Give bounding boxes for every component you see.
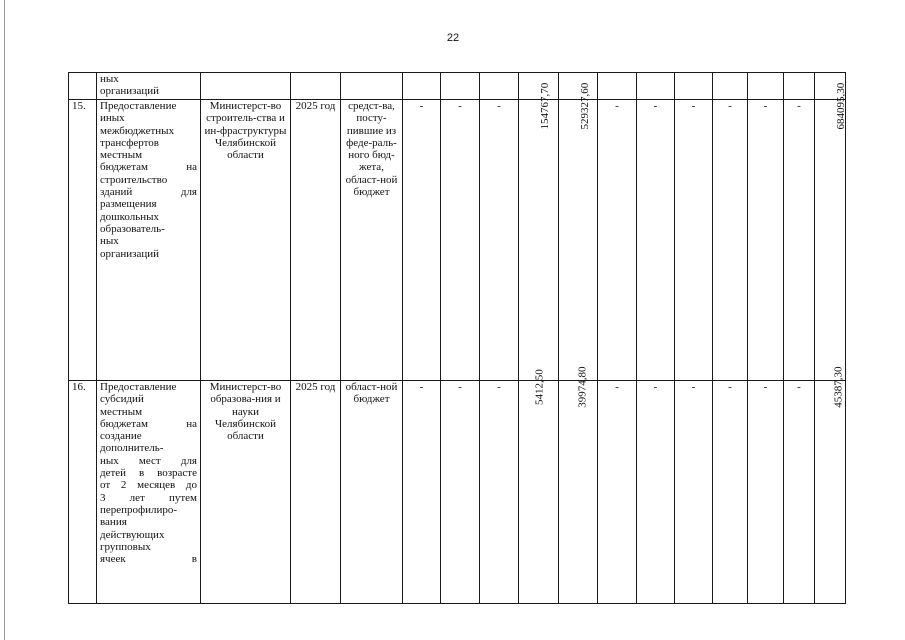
name-line: создание (100, 430, 142, 443)
cell-value-dash: - (403, 100, 441, 381)
page-number: 22 (446, 32, 460, 44)
cell-value-dash: - (784, 381, 815, 604)
cell-year: 2025 год (291, 100, 341, 381)
cell-empty (784, 73, 815, 100)
cell-value-dash: - (598, 381, 637, 604)
table-row-carryover (69, 73, 846, 100)
cell-empty (441, 73, 480, 100)
cell-empty (598, 73, 637, 100)
scan-edge-line (4, 0, 5, 640)
cell-name (97, 100, 201, 381)
table-row (69, 100, 846, 381)
program-table (68, 72, 846, 604)
name-line: бюджетам на (100, 417, 197, 430)
cell-value-dash: - (480, 100, 519, 381)
cell-value-dash: - (748, 100, 784, 381)
cell-value-dash: - (480, 381, 519, 604)
cell-funding-source: област-ной бюджет (341, 381, 403, 604)
value-text: 39974,80 (576, 366, 589, 408)
name-line: местным (100, 149, 143, 162)
cell-value (559, 366, 598, 604)
table-row (69, 381, 846, 604)
name-line: размещения (100, 198, 157, 211)
cell-year: 2025 год (291, 381, 341, 604)
name-line: ных (100, 73, 119, 85)
name-line: 3 лет путем (100, 491, 197, 504)
cell-empty (748, 73, 784, 100)
name-line: межбюджетных (100, 124, 175, 137)
cell-empty (291, 73, 341, 100)
name-line: ных (100, 235, 119, 248)
name-line: вания (100, 516, 127, 529)
cell-value (519, 82, 559, 381)
name-line: дошкольных (100, 210, 159, 223)
cell-value-dash: - (441, 381, 480, 604)
table-body (69, 73, 846, 604)
value-text: 684095,30 (835, 82, 848, 130)
cell-executor: Министерст-во строитель-ства и ин-фраструктуры Челябинской области (201, 100, 291, 381)
cell-value-dash: - (713, 100, 748, 381)
cell-value-dash: - (598, 100, 637, 381)
cell-empty (559, 73, 598, 100)
cell-value-dash: - (784, 100, 815, 381)
cell-value (559, 82, 598, 381)
name-line: трансфертов (100, 136, 159, 149)
value-text: 45387,30 (832, 366, 845, 408)
cell-executor: Министерст-во образова-ния и науки Челябинской области (201, 381, 291, 604)
cell-num: 16. (69, 381, 97, 604)
name-line: организаций (100, 85, 160, 98)
cell-empty (480, 73, 519, 100)
name-line: дополнитель- (100, 442, 164, 455)
cell-empty (675, 73, 713, 100)
value-text: 5412,50 (533, 369, 546, 406)
value-text: 154767,70 (539, 82, 552, 130)
name-line: действующих (100, 528, 165, 541)
name-line: Предоставление (100, 100, 177, 112)
name-line: местным (100, 405, 143, 418)
cell-value-dash: - (713, 381, 748, 604)
cell-name (97, 381, 201, 604)
cell-num (69, 73, 97, 100)
cell-funding-source: средст-ва, посту-пившие из феде-раль-ного бюд-жета, област-ной бюджет (341, 100, 403, 381)
name-line: зданий для (100, 186, 197, 199)
cell-name (97, 73, 201, 100)
cell-value-dash: - (675, 100, 713, 381)
name-line: детей в возрасте (100, 467, 197, 480)
cell-value-dash: - (675, 381, 713, 604)
name-line: от 2 месяцев до (100, 479, 197, 492)
cell-value (519, 369, 559, 604)
name-line: бюджетам на (100, 161, 197, 174)
cell-value-dash: - (637, 381, 675, 604)
name-line: субсидий (100, 393, 144, 406)
cell-empty (713, 73, 748, 100)
cell-empty (201, 73, 291, 100)
name-line: ных мест для (100, 454, 197, 467)
value-text: 529327,60 (579, 82, 592, 130)
name-line: Предоставление (100, 381, 177, 393)
cell-num: 15. (69, 100, 97, 381)
name-line: групповых (100, 540, 151, 553)
cell-empty (403, 73, 441, 100)
cell-value-dash: - (748, 381, 784, 604)
cell-empty (637, 73, 675, 100)
cell-value (815, 366, 846, 604)
name-line: иных (100, 112, 125, 125)
name-line: строительство (100, 173, 168, 186)
cell-empty (341, 73, 403, 100)
cell-value-dash: - (441, 100, 480, 381)
name-line: организаций (100, 247, 160, 260)
name-line: перепрофилиро- (100, 503, 178, 516)
cell-value (815, 82, 848, 381)
name-line: ячеек в (100, 553, 197, 566)
cell-value-dash: - (637, 100, 675, 381)
cell-value-dash: - (403, 381, 441, 604)
name-line: образователь- (100, 222, 165, 235)
